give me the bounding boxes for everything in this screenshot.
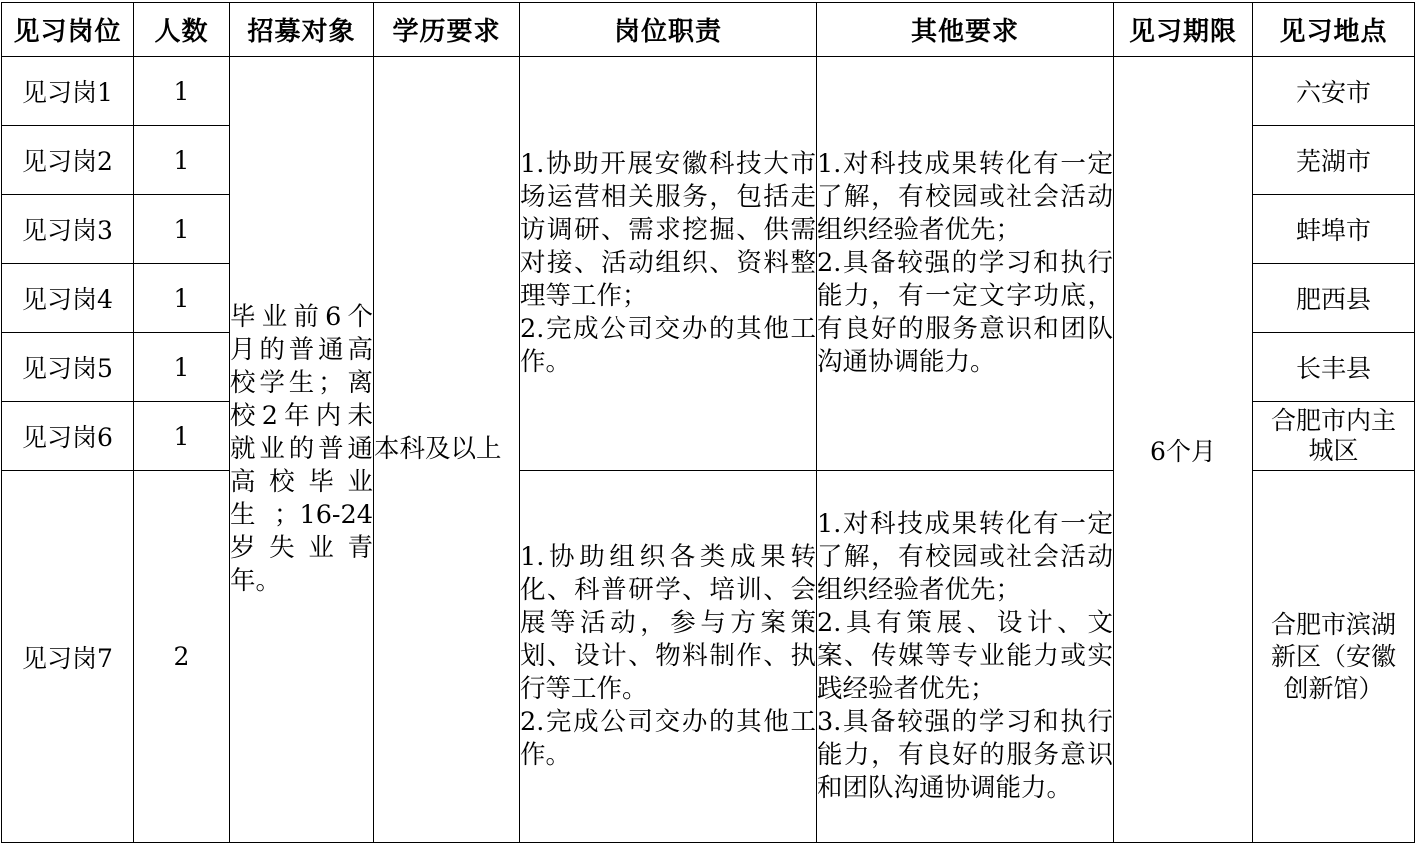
header-period: 见习期限 — [1114, 3, 1253, 57]
internship-positions-table — [1, 2, 1415, 843]
header-count: 人数 — [134, 3, 230, 57]
header-location: 见习地点 — [1253, 3, 1415, 57]
count-cell: 1 — [134, 195, 230, 264]
other-cell-b: 1.对科技成果转化有一定了解，有校园或社会活动组织经验者优先； 2.具有策展、设计、文案、传媒等专业能力或实践经验者优先； 3.具备较强的学习和执行能力，有良好的服务意识和团队沟通协调能力。 — [817, 471, 1114, 843]
header-other: 其他要求 — [817, 3, 1114, 57]
header-target: 招募对象 — [230, 3, 374, 57]
location-cell: 六安市 — [1253, 57, 1415, 126]
position-cell: 见习岗1 — [2, 57, 134, 126]
count-cell: 1 — [134, 333, 230, 402]
count-cell: 2 — [134, 471, 230, 843]
period-cell: 6个月 — [1114, 57, 1253, 843]
header-education: 学历要求 — [374, 3, 520, 57]
header-position: 见习岗位 — [2, 3, 134, 57]
header-row — [2, 3, 1415, 57]
count-cell: 1 — [134, 402, 230, 471]
duties-cell-a: 1.协助开展安徽科技大市场运营相关服务，包括走访调研、需求挖掘、供需对接、活动组织、资料整理等工作； 2.完成公司交办的其他工作。 — [520, 57, 817, 471]
target-cell: 毕业前6个月的普通高校学生；离校2年内未就业的普通高校毕业生；16-24岁失业青年。 — [230, 57, 374, 843]
location-cell: 芜湖市 — [1253, 126, 1415, 195]
position-cell: 见习岗3 — [2, 195, 134, 264]
location-cell: 合肥市内主城区 — [1253, 402, 1415, 471]
education-cell: 本科及以上 — [374, 57, 520, 843]
location-cell: 肥西县 — [1253, 264, 1415, 333]
header-duties: 岗位职责 — [520, 3, 817, 57]
position-cell: 见习岗4 — [2, 264, 134, 333]
location-cell: 长丰县 — [1253, 333, 1415, 402]
location-cell: 蚌埠市 — [1253, 195, 1415, 264]
table-row — [2, 57, 1415, 126]
other-cell-a: 1.对科技成果转化有一定了解，有校园或社会活动组织经验者优先； 2.具备较强的学习和执行能力，有一定文字功底，有良好的服务意识和团队沟通协调能力。 — [817, 57, 1114, 471]
position-cell: 见习岗6 — [2, 402, 134, 471]
position-cell: 见习岗5 — [2, 333, 134, 402]
count-cell: 1 — [134, 264, 230, 333]
position-cell: 见习岗7 — [2, 471, 134, 843]
position-cell: 见习岗2 — [2, 126, 134, 195]
count-cell: 1 — [134, 57, 230, 126]
duties-cell-b: 1.协助组织各类成果转化、科普研学、培训、会展等活动，参与方案策划、设计、物料制作、执行等工作。 2.完成公司交办的其他工作。 — [520, 471, 817, 843]
count-cell: 1 — [134, 126, 230, 195]
location-cell: 合肥市滨湖新区（安徽创新馆） — [1253, 471, 1415, 843]
